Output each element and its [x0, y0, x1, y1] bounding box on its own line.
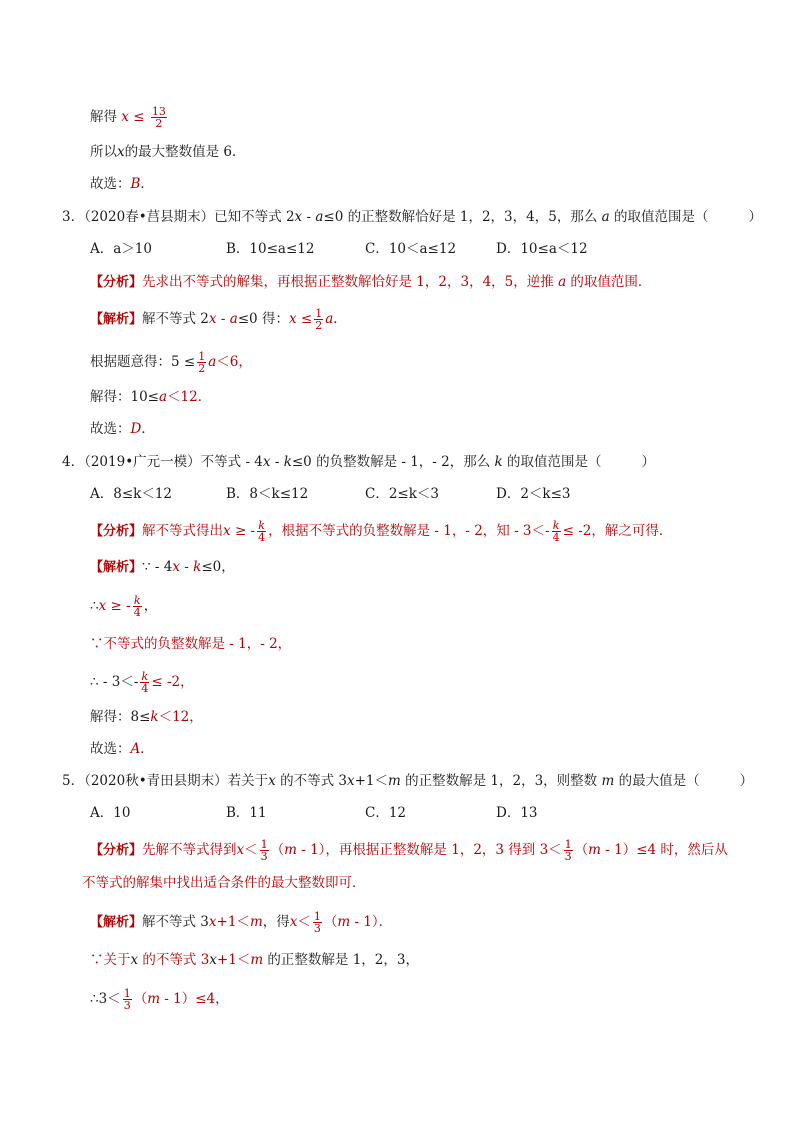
- solution-line: ∵不等式的负整数解是 - 1，- 2，: [90, 636, 292, 652]
- solution-line: 所以x的最大整数值是 6．: [90, 144, 246, 160]
- fraction: $\frac{k}{4}$: [133, 594, 141, 619]
- option-c: C．12: [365, 805, 407, 821]
- solution-line: ∵关于x 的不等式 3x+1＜m 的正整数解是 1，2，3，: [90, 952, 419, 968]
- solution-line: 解得 x ≤ $\frac{13}{2}$: [90, 105, 166, 130]
- analysis-line: 【分析】先解不等式得到x＜ $\frac{1}{3}$ （m - 1），再根据正整数解是 1，2，3 得到 3＜ $\frac{1}{3}$ （m - 1）≤4 时，然后从: [90, 838, 728, 863]
- option-a: A．8≤k＜12: [90, 486, 173, 502]
- analysis-line-continued: 不等式的解集中找出适合条件的最大整数即可．: [82, 875, 366, 891]
- analysis-line: 【分析】解不等式得出x ≥ - $\frac{k}{4}$ ，根据不等式的负整数解是 - 1，- 2，知 - 3＜- $\frac{k}{4}$ ≤ -2，解之可得．: [90, 519, 673, 544]
- question-4-stem: 4．（2019•广元一模）不等式 - 4x - k≤0 的负整数解是 - 1，- 2，那么 k 的取值范围是（ ）: [62, 454, 656, 470]
- question-3-stem: 3．（2020春•莒县期末）已知不等式 2x - a≤0 的正整数解恰好是 1，2，3，4，5，那么 a 的取值范围是（ ）: [62, 209, 762, 225]
- fraction: $\frac{1}{3}$: [313, 910, 321, 935]
- solution-line: 【解析】解不等式 2x - a≤0 得：x ≤ $\frac{1}{2}$ a．: [90, 307, 347, 332]
- solution-line: 解得：8≤k＜12，: [90, 709, 203, 725]
- solution-line: ∴ - 3＜- $\frac{k}{4}$ ≤ -2，: [90, 670, 194, 695]
- fraction: $\frac{k}{4}$: [141, 670, 149, 695]
- option-a: A．10: [90, 805, 131, 821]
- solution-line: ∴3＜ $\frac{1}{3}$ （m - 1）≤4，: [90, 987, 229, 1012]
- answer-line: 故选：A．: [90, 741, 154, 757]
- option-d: D．10≤a＜12: [496, 241, 588, 257]
- option-b: B．10≤a≤12: [226, 241, 315, 257]
- fraction: $\frac{1}{2}$: [315, 307, 323, 332]
- answer-line: 故选：B．: [90, 176, 154, 192]
- option-b: B．11: [226, 805, 267, 821]
- fraction: $\frac{1}{3}$: [123, 987, 131, 1012]
- option-a: A．a＞10: [90, 241, 152, 257]
- fraction: $\frac{k}{4}$: [258, 519, 266, 544]
- option-c: C．2≤k＜3: [365, 486, 439, 502]
- analysis-line: 【分析】先求出不等式的解集，再根据正整数解恰好是 1，2，3，4，5，逆推 a 的取值范围．: [90, 274, 652, 290]
- fraction: $\frac{13}{2}$: [151, 105, 166, 130]
- fraction: $\frac{1}{2}$: [198, 350, 206, 375]
- solution-line: 【解析】解不等式 3x+1＜m，得x＜ $\frac{1}{3}$ （m - 1）．: [90, 910, 393, 935]
- fraction: $\frac{1}{3}$: [260, 838, 268, 863]
- answer-line: 故选：D．: [90, 421, 155, 437]
- solution-line: ∴x ≥ - $\frac{k}{4}$ ，: [90, 594, 158, 619]
- fraction: $\frac{k}{4}$: [552, 519, 560, 544]
- option-c: C．10＜a≤12: [365, 241, 457, 257]
- question-5-stem: 5．（2020秋•青田县期末）若关于x 的不等式 3x+1＜m 的正整数解是 1，2，3，则整数 m 的最大值是（ ）: [62, 773, 754, 789]
- solution-line: 解得：10≤a＜12．: [90, 389, 212, 405]
- option-d: D．13: [496, 805, 538, 821]
- option-b: B．8＜k≤12: [226, 486, 309, 502]
- option-d: D．2＜k≤3: [496, 486, 571, 502]
- solution-line: 根据题意得：5 ≤ $\frac{1}{2}$ a＜6，: [90, 350, 252, 375]
- solution-line: 【解析】∵ - 4x - k≤0，: [90, 559, 235, 575]
- fraction: $\frac{1}{3}$: [564, 838, 572, 863]
